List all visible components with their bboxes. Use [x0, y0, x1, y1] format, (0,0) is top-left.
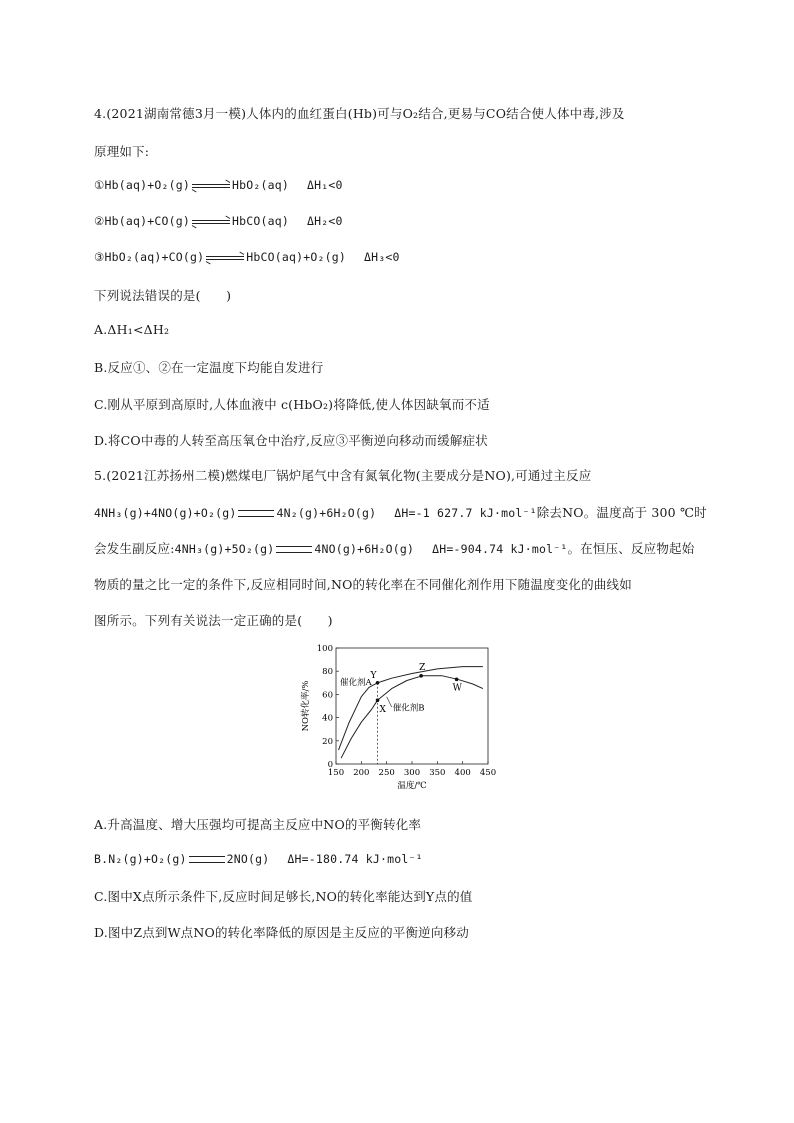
q5-option-b — [94, 851, 423, 866]
data-point-w — [455, 678, 459, 682]
series-label-catalyst-b: 催化剂B — [392, 703, 425, 714]
equilibrium-arrow-icon — [192, 183, 230, 189]
main-eq-dh: ΔH=-1 627.7 kJ·mol⁻¹ — [394, 506, 537, 520]
q4-option-b: B.反应①、②在一定温度下均能自发进行 — [94, 360, 324, 375]
q4-stem-line1: 4.(2021湖南常德3月一模)人体内的血红蛋白(Hb)可与O₂结合,更易与CO结合使人体中毒,涉及 — [94, 106, 625, 121]
equals-sign-icon — [189, 856, 225, 863]
no-conversion-chart — [296, 640, 506, 800]
q5-stem-line5: 图所示。下列有关说法一定正确的是( ) — [94, 613, 333, 628]
eq2-right: HbCO(aq) — [232, 214, 289, 228]
eq1-right: HbO₂(aq) — [232, 178, 289, 192]
q5-option-c: C.图中X点所示条件下,反应时间足够长,NO的转化率能达到Y点的值 — [94, 889, 473, 904]
side-eq-left: 4NH₃(g)+5O₂(g) — [174, 542, 275, 556]
q4-option-c: C.刚从平原到高原时,人体血液中 c(HbO₂)将降低,使人体因缺氧而不适 — [94, 397, 490, 412]
main-eq-left: 4NH₃(g)+4NO(g)+O₂(g) — [94, 506, 237, 520]
y-tick-label: 100 — [316, 644, 333, 654]
x-tick-label: 200 — [353, 768, 370, 778]
eq1-left: ①Hb(aq)+O₂(g) — [94, 178, 190, 192]
side-eq-right: 4NO(g)+6H₂O(g) — [314, 542, 415, 556]
q4-stem-line2: 原理如下: — [94, 144, 150, 159]
y-tick-label: 40 — [322, 713, 333, 724]
point-label-x: X — [379, 705, 386, 716]
q5-main-equation — [94, 503, 707, 521]
y-tick-label: 60 — [322, 690, 333, 701]
eq3-right: HbCO(aq)+O₂(g) — [246, 250, 346, 264]
q4-option-d: D.将CO中毒的人转至高压氧仓中治疗,反应③平衡逆向移动而缓解症状 — [94, 433, 488, 448]
point-label-w: W — [452, 683, 462, 694]
q4-ask: 下列说法错误的是( ) — [94, 288, 232, 303]
q5-side-equation — [94, 539, 694, 557]
eq3-left: ③HbO₂(aq)+CO(g) — [94, 250, 205, 264]
side-prefix: 会发生副反应: — [94, 541, 175, 556]
x-tick-label: 400 — [454, 768, 471, 778]
eq2-dh: ΔH₂<0 — [307, 214, 343, 228]
q4-equation-2 — [94, 214, 343, 228]
point-label-y: Y — [370, 670, 377, 681]
q4-option-a: A.ΔH₁<ΔH₂ — [94, 322, 170, 337]
x-tick-label: 300 — [403, 768, 421, 778]
main-eq-right: 4N₂(g)+6H₂O(g) — [276, 506, 377, 520]
data-point-z — [419, 674, 423, 678]
q5-option-d: D.图中Z点到W点NO的转化率降低的原因是主反应的平衡逆向移动 — [94, 925, 469, 940]
point-label-z: Z — [419, 662, 426, 673]
side-eq-dh: ΔH=-904.74 kJ·mol⁻¹ — [432, 542, 568, 556]
optb-dh: ΔH=-180.74 kJ·mol⁻¹ — [287, 852, 423, 866]
q5-option-a: A.升高温度、增大压强均可提高主反应中NO的平衡转化率 — [94, 817, 422, 832]
eq3-dh: ΔH₃<0 — [363, 250, 400, 264]
equals-sign-icon — [238, 510, 274, 517]
side-tail: 。在恒压、反应物起始 — [567, 541, 695, 556]
optb-right: 2NO(g) — [226, 852, 270, 866]
optb-left: B.N₂(g)+O₂(g) — [94, 852, 187, 866]
eq1-dh: ΔH₁<0 — [307, 178, 343, 192]
y-tick-label: 20 — [322, 736, 333, 747]
q5-stem-line4: 物质的量之比一定的条件下,反应相同时间,NO的转化率在不同催化剂作用下随温度变化的曲线如 — [94, 577, 632, 592]
y-tick-label: 80 — [322, 667, 333, 678]
main-eq-tail: 除去NO。温度高于 300 ℃时 — [536, 505, 707, 520]
x-axis-label: 温度/℃ — [397, 781, 427, 791]
x-tick-label: 450 — [479, 768, 497, 778]
x-tick-label: 350 — [429, 768, 446, 778]
y-tick-label: 0 — [327, 760, 333, 770]
equals-sign-icon — [276, 546, 312, 553]
series-label-leader — [387, 697, 392, 707]
chart-svg — [296, 640, 506, 800]
x-tick-label: 250 — [378, 768, 395, 778]
q5-stem-line1: 5.(2021江苏扬州二模)燃煤电厂锅炉尾气中含有氮氧化物(主要成分是NO),可通过主反应 — [94, 468, 592, 483]
equilibrium-arrow-icon — [206, 255, 244, 261]
y-axis-label: NO转化率/% — [301, 680, 311, 732]
q4-equation-1 — [94, 178, 343, 192]
eq2-left: ②Hb(aq)+CO(g) — [94, 214, 190, 228]
equilibrium-arrow-icon — [192, 219, 230, 225]
x-tick-label: 150 — [327, 768, 345, 778]
data-point-y — [376, 681, 380, 685]
series-label-catalyst-a: 催化剂A — [340, 678, 372, 689]
q4-equation-3 — [94, 250, 400, 264]
data-point-x — [376, 698, 380, 702]
